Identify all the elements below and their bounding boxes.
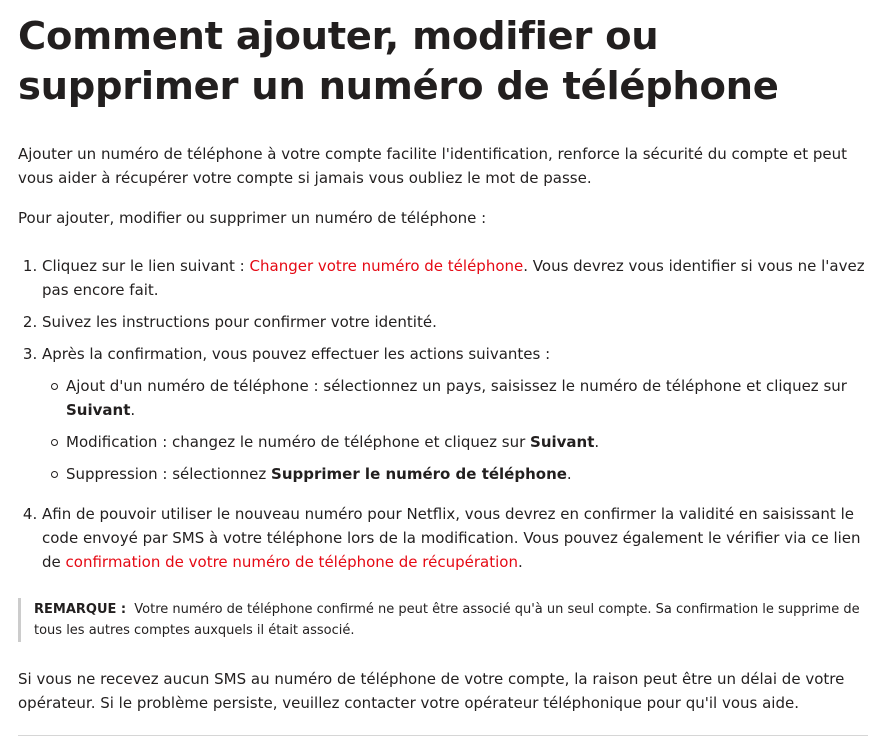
action-modify-suffix: . — [594, 433, 600, 451]
action-add-suffix: . — [130, 401, 136, 419]
article-title: Comment ajouter, modifier ou supprimer un numéro de téléphone — [18, 14, 779, 109]
lead-paragraph: Pour ajouter, modifier ou supprimer un numéro de téléphone : — [18, 209, 487, 227]
step-4 — [42, 502, 868, 574]
step-2-text: Suivez les instructions pour confirmer votre identité. — [42, 313, 437, 331]
action-delete — [66, 462, 868, 486]
actions-list — [42, 374, 868, 486]
recovery-phone-confirmation-link[interactable]: confirmation de votre numéro de téléphone de récupération — [65, 553, 518, 571]
action-add-prefix: Ajout d'un numéro de téléphone : sélectionnez un pays, saisissez le numéro de téléphone et cliquez sur — [66, 377, 847, 395]
intro-paragraph: Ajouter un numéro de téléphone à votre compte facilite l'identification, renforce la sécurité du compte et peut vous aider à récupérer votre compte si jamais vous oubliez le mot de passe. — [18, 145, 847, 187]
action-delete-suffix: . — [566, 465, 572, 483]
outro-paragraph: Si vous ne recevez aucun SMS au numéro de téléphone de votre compte, la raison peut être un délai de votre opérateur. Si le problème persiste, veuillez contacter votre opérateur téléphonique pour qu'il vous aide. — [18, 670, 845, 712]
action-modify — [66, 430, 868, 454]
step-1 — [42, 254, 868, 302]
steps-list — [18, 254, 868, 574]
note-text: Votre numéro de téléphone confirmé ne peut être associé qu'à un seul compte. Sa confirmation le supprime de tous les autres comptes auxquels il était associé. — [34, 602, 860, 638]
action-modify-bold: Suivant — [530, 433, 595, 451]
step-4-prefix: Afin de pouvoir utiliser le nouveau numéro pour Netflix, vous devrez en confirmer la validité en saisissant le code envoyé par SMS à votre téléphone lors de la modification. Vous pouvez également le vérifier via ce lien de — [42, 505, 861, 571]
step-1-prefix: Cliquez sur le lien suivant : — [42, 257, 250, 275]
step-3-text: Après la confirmation, vous pouvez effectuer les actions suivantes : — [42, 345, 551, 363]
step-3 — [42, 342, 868, 486]
action-add — [66, 374, 868, 422]
action-add-bold: Suivant — [66, 401, 131, 419]
action-delete-bold: Supprimer le numéro de téléphone — [271, 465, 567, 483]
note-callout — [18, 598, 868, 642]
note-label: REMARQUE : — [34, 602, 127, 617]
step-2 — [42, 310, 868, 334]
action-modify-prefix: Modification : changez le numéro de téléphone et cliquez sur — [66, 433, 531, 451]
section-divider — [18, 735, 868, 736]
action-delete-prefix: Suppression : sélectionnez — [66, 465, 272, 483]
step-1-suffix: . Vous devrez vous identifier si vous ne l'avez pas encore fait. — [42, 257, 865, 299]
change-phone-link[interactable]: Changer votre numéro de téléphone — [249, 257, 524, 275]
step-4-suffix: . — [517, 553, 523, 571]
